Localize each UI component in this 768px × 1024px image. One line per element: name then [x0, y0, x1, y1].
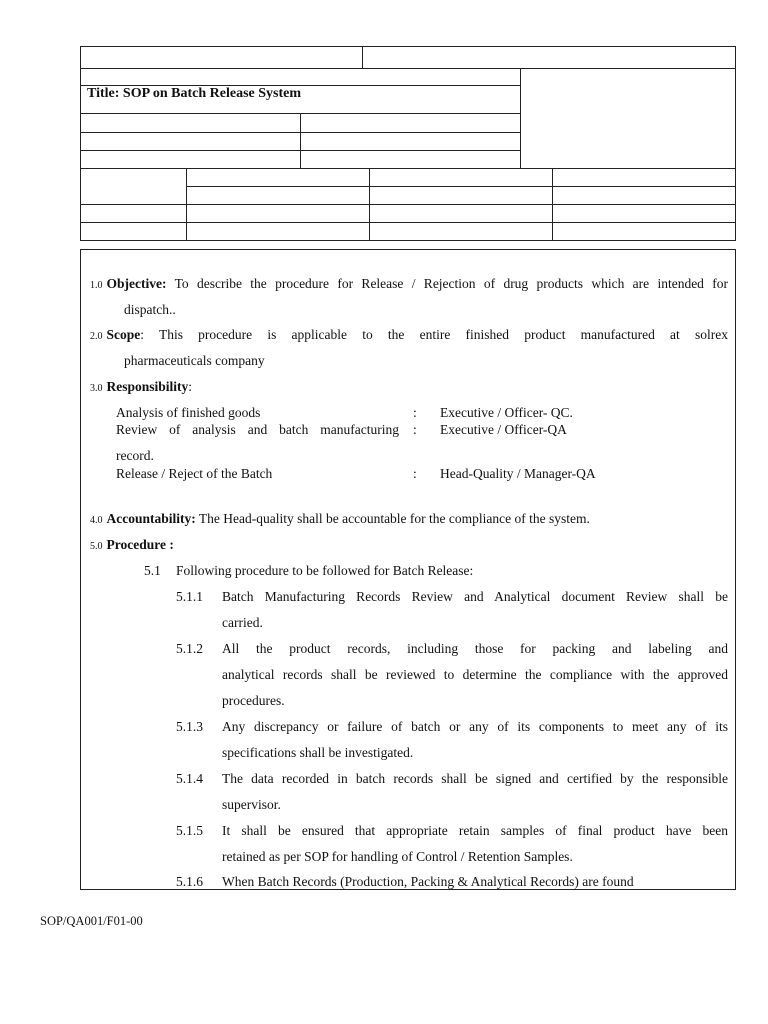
- approval-grid-line: [186, 186, 736, 187]
- substep-number: 5.1.2: [176, 641, 203, 656]
- responsibility-colon: :: [413, 466, 417, 481]
- accountability-text: The Head-quality shall be accountable for the compliance of the system.: [198, 511, 590, 526]
- substep-text-continuation: analytical records shall be reviewed to determine the compliance with the approved: [222, 667, 728, 682]
- procedure-section: [90, 532, 174, 560]
- substep-text-continuation: carried.: [222, 615, 263, 630]
- accountability-section: [90, 506, 590, 534]
- scope-text: : This procedure is applicable to the entire finished product manufactured at solrex: [140, 327, 728, 342]
- substep-text-continuation: retained as per SOP for handling of Control / Retention Samples.: [222, 849, 573, 864]
- substep-text-continuation: supervisor.: [222, 797, 281, 812]
- responsibility-label: Responsibility: [106, 379, 189, 394]
- substep-number: 5.1.4: [176, 771, 203, 786]
- scope-continuation: pharmaceuticals company: [124, 353, 265, 368]
- responsibility-task: Review of analysis and batch manufacturing: [116, 422, 399, 437]
- substep-number: 5.1.1: [176, 589, 203, 604]
- accountability-label: Accountability:: [106, 511, 196, 526]
- responsibility-suffix: :: [188, 379, 193, 394]
- responsibility-owner: Executive / Officer- QC.: [440, 405, 573, 420]
- substep-text: Any discrepancy or failure of batch or any of its components to meet any of its: [222, 719, 728, 734]
- substep-number: 5.1.3: [176, 719, 203, 734]
- objective-label: Objective:: [106, 276, 167, 291]
- header-divider: [362, 46, 363, 68]
- step-number: 5.1: [144, 563, 161, 578]
- header-row-1: [80, 46, 736, 69]
- document-title: Title: SOP on Batch Release System: [87, 86, 302, 101]
- substep-text: It shall be ensured that appropriate retain samples of final product have been: [222, 823, 728, 838]
- responsibility-owner: Head-Quality / Manager-QA: [440, 466, 596, 481]
- substep-text-continuation: procedures.: [222, 693, 285, 708]
- responsibility-owner: Executive / Officer-QA: [440, 422, 567, 437]
- objective-section: [90, 271, 728, 299]
- title-block-divider: [300, 113, 301, 169]
- procedure-label: Procedure :: [106, 537, 174, 552]
- substep-text: The data recorded in batch records shall be signed and certified by the responsible: [222, 771, 728, 786]
- section-number: 4.0: [90, 515, 103, 526]
- section-number: 5.0: [90, 541, 103, 552]
- title-block-divider: [520, 68, 521, 169]
- section-number: 3.0: [90, 383, 103, 394]
- scope-section: [90, 322, 728, 350]
- responsibility-section: [90, 374, 192, 402]
- responsibility-task: Release / Reject of the Batch: [116, 466, 273, 481]
- substep-text: All the product records, including those for packing and labeling and: [222, 641, 728, 656]
- section-number: 2.0: [90, 331, 103, 342]
- approval-grid-line: [80, 222, 736, 223]
- objective-continuation: dispatch..: [124, 302, 176, 317]
- substep-text: When Batch Records (Production, Packing & Analytical Records) are found: [222, 874, 634, 889]
- responsibility-colon: :: [413, 422, 417, 437]
- substep-text-continuation: specifications shall be investigated.: [222, 745, 414, 760]
- objective-text: To describe the procedure for Release / Rejection of drug products which are intended for: [174, 276, 728, 291]
- substep-number: 5.1.6: [176, 874, 203, 889]
- responsibility-colon: :: [413, 405, 417, 420]
- substep-text: Batch Manufacturing Records Review and Analytical document Review shall be: [222, 589, 728, 604]
- responsibility-task: Analysis of finished goods: [116, 405, 261, 420]
- document-code: SOP/QA001/F01-00: [40, 914, 143, 928]
- step-text: Following procedure to be followed for Batch Release:: [176, 563, 474, 578]
- substep-number: 5.1.5: [176, 823, 203, 838]
- section-number: 1.0: [90, 280, 103, 291]
- approval-grid-line: [80, 204, 736, 205]
- title-block: [80, 68, 736, 169]
- scope-label: Scope: [106, 327, 141, 342]
- responsibility-task-continuation: record.: [116, 448, 154, 463]
